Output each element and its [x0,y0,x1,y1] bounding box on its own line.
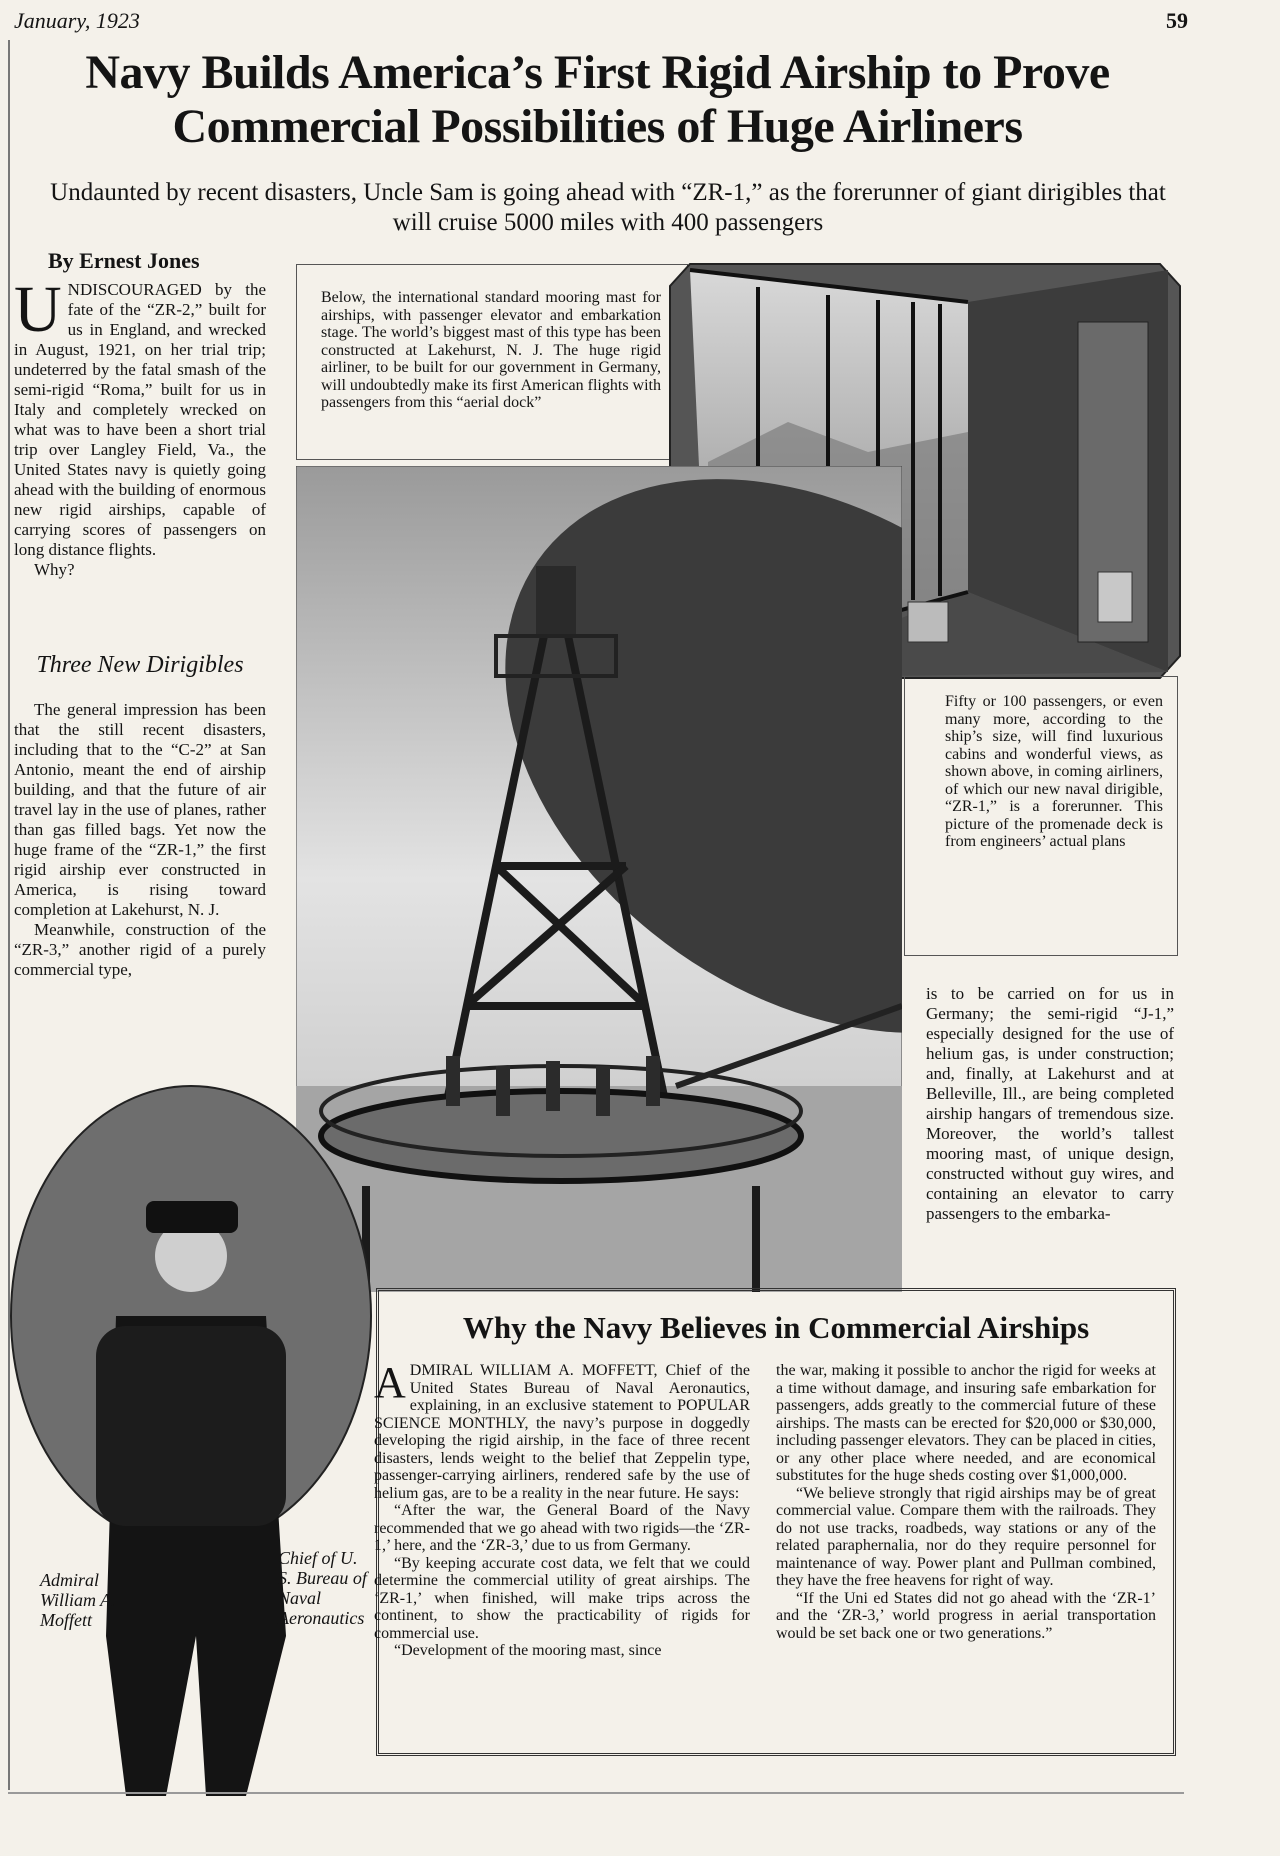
mooring-mast-illustration [296,466,902,1292]
sidebar-paragraph: “If the Uni ed States did not go ahead with the ‘ZR-1’ and the ‘ZR-3,’ world progress in aerial transportation would be set back one or two generations.” [776,1589,1156,1642]
embarkation-platform [321,1091,801,1181]
admiral-portrait [6,1076,376,1796]
sidebar-paragraph: “Development of the mooring mast, since [394,1642,662,1659]
left-column-body [14,700,266,980]
sidebar-column-2 [776,1362,1156,1642]
sidebar-paragraph: DMIRAL WILLIAM A. MOFFETT, Chief of the United States Bureau of Naval Aeronautics, explaining, in an exclusive statement to POPULAR SCIENCE MONTHLY, the navy’s purpose in doggedly developing the rigid airship, in the face of three recent disasters, lends weight to the belief that Zeppelin type, passenger-carrying airliners, rendered safe by the use of helium gas, are to be a reality in the near future. He says: [374,1362,750,1502]
byline: By Ernest Jones [48,248,200,273]
page-bottom-rule [8,1792,1184,1794]
issue-date: January, 1923 [14,8,140,33]
page-number: 59 [1166,8,1188,33]
body-paragraph: Meanwhile, construction of the “ZR-3,” another rigid of a purely commercial type, [14,920,266,979]
sidebar-title: Why the Navy Believes in Commercial Airships [462,1310,1090,1345]
drop-cap: U [14,273,62,346]
sidebar-paragraph: “After the war, the General Board of the Navy recommended that we go ahead with two rigids—the ‘ZR-1,’ here, and the ‘ZR-3,’ due to us from Germany. [374,1502,750,1554]
sidebar-paragraph: “By keeping accurate cost data, we felt that we could determine the commercial utility of great airships. The ‘ZR-1,’ when finished, will make trips across the continent, to show the practicability of rigids for commercial use. [374,1554,750,1642]
portrait-caption-title: Chief of U. S. Bureau of Naval Aeronautics [278,1548,367,1628]
intro-why: Why? [34,560,75,579]
sidebar-column-1 [374,1358,750,1660]
section-heading: Three New Dirigibles [36,652,244,678]
sidebar-drop-cap: A [374,1358,406,1407]
cap-icon [146,1201,238,1233]
sidebar-paragraph: the war, making it possible to anchor the rigid for weeks at a time without damage, and insuring safe embarkation for passengers, adds greatly to the commercial future of these airships. The masts can be erected for $20,000 or $30,000, including passenger elevators. They can be placed in cities, or any other place where needed, and are economical substitutes for the huge sheds costing over $1,000,000. [776,1362,1156,1484]
article-headline: Navy Builds America’s First Rigid Airship to Prove Commercial Possibilities of Huge Airliners [85,46,1110,153]
left-column-intro [14,273,266,580]
intro-paragraph: NDISCOURAGED by the fate of the “ZR-2,” built for us in England, and wrecked in August, 1921, on her trial trip; undeterred by the fatal smash of the semi-rigid “Roma,” built for us in Italy and completely wrecked on what was to have been a short trial trip over Langley Field, Va., the United States navy is quietly going ahead with the building of enormous new rigid airships, capable of carrying scores of passengers on long distance flights. [14,280,266,559]
right-column-body: is to be carried on for us in Germany; the semi-rigid “J-1,” especially designed for the use of helium gas, is under construction; and, finally, at Lakehurst and at Belleville, Ill., are being completed airship hangars of tremendous size. Moreover, the world’s tallest mooring mast, of unique design, constructed without guy wires, and containing an elevator to carry passengers to the embarka- [926,984,1174,1223]
promenade-caption: Fifty or 100 passengers, or even many more, according to the ship’s size, will find luxurious cabins and wonderful views, as shown above, in coming airliners, of which our new naval dirigible, “ZR-1,” is a forerunner. This picture of the promenade deck is from engineers’ actual plans [904,676,1178,956]
article-subhead: Undaunted by recent disasters, Uncle Sam is going ahead with “ZR-1,” as the forerunner of giant dirigibles that will cruise 5000 miles with 400 passengers [50,179,1166,236]
portrait-caption-name: Admiral William A. Moffett [40,1570,116,1630]
mast-caption: Below, the international standard mooring mast for airships, with passenger elevator and embarkation stage. The world’s biggest mast of this type has been constructed at Lakehurst, N. J. The huge rigid airliner, to be built for our government in Germany, will undoubtedly make its first American flights with passengers from this “aerial dock” [296,264,688,460]
body-paragraph: The general impression has been that the still recent disasters, including that to the “C-2” at San Antonio, meant the end of airship building, and that the future of air travel lay in the use of planes, rather than gas filled bags. Yet now the huge frame of the “ZR-1,” the first rigid airship ever constructed in America, is rising toward completion at Lakehurst, N. J. [14,700,266,919]
sidebar-paragraph: “We believe strongly that rigid airships may be of great commercial value. Compare them with the railroads. They do not use tracks, roadbeds, way stations or any of the related paraphernalia, nor do they require personnel for maintenance of way. Power plant and Pullman combined, they have the free heavens for right of way. [776,1484,1156,1589]
